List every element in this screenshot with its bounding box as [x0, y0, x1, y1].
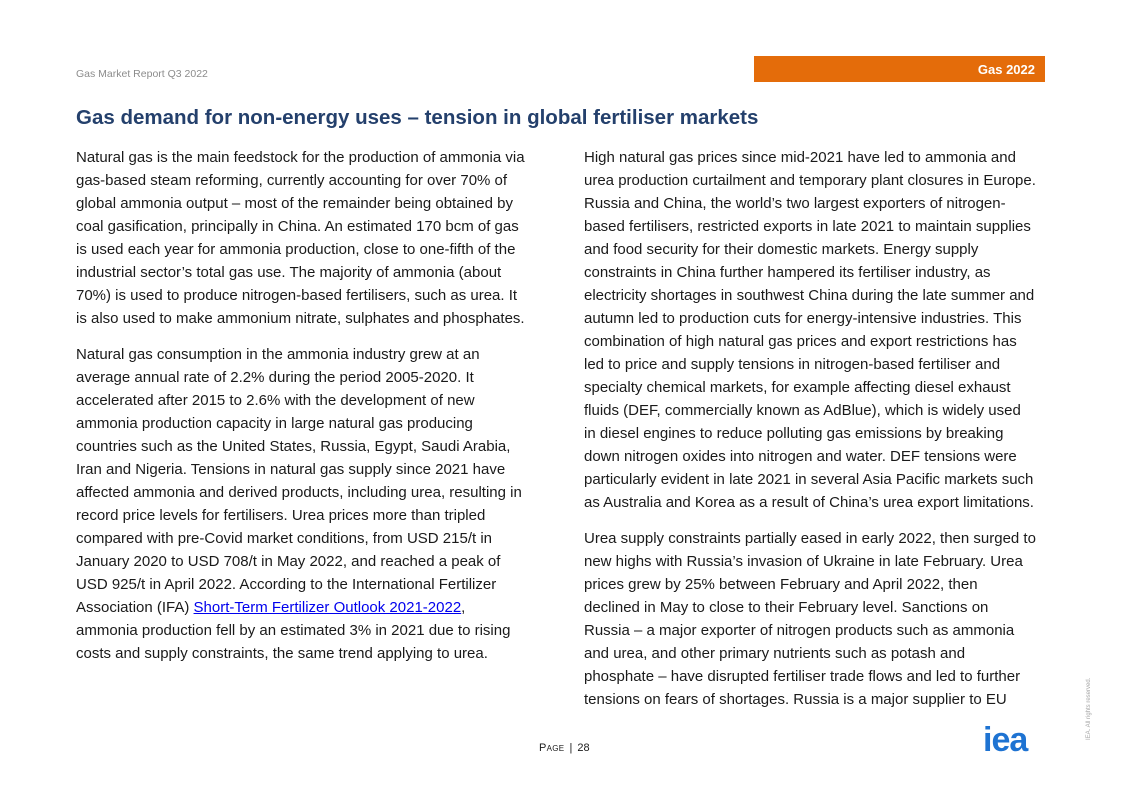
left-paragraph-1-line: Natural gas is the main feedstock for the production of ammonia via: [76, 149, 525, 166]
left-paragraph-1-line: is used each year for ammonia production, close to one-fifth of the: [76, 241, 516, 258]
left-paragraph-2-line: affected ammonia and derived products, including urea, resulting in: [76, 484, 522, 501]
left-paragraph-1: [76, 146, 546, 330]
left-paragraph-2-line: countries such as the United States, Russia, Egypt, Saudi Arabia,: [76, 438, 511, 455]
right-paragraph-1-line: High natural gas prices since mid-2021 have led to ammonia and: [584, 149, 1016, 166]
right-paragraph-2-line: prices grew by 25% between February and April 2022, then: [584, 576, 978, 593]
page-number: [539, 742, 590, 754]
section-tab: [754, 56, 1045, 82]
page-number-value: 28: [577, 742, 590, 754]
right-paragraph-1-line: based fertilisers, restricted exports in late 2021 to maintain supplies: [584, 218, 1031, 235]
right-paragraph-1-line: urea production curtailment and temporary plant closures in Europe.: [584, 172, 1036, 189]
section-tab-label: Gas 2022: [977, 62, 1035, 77]
right-paragraph-1-line: led to price and supply tensions in nitrogen-based fertiliser and: [584, 356, 1001, 373]
left-paragraph-2-line: ammonia production fell by an estimated 3% in 2021 due to rising: [76, 622, 511, 639]
left-paragraph-2-line: ammonia production capacity in large natural gas producing: [76, 415, 473, 432]
right-paragraph-1-line: constraints in China further hampered its fertiliser industry, as: [584, 264, 991, 281]
right-paragraph-1-line: fluids (DEF, commercially known as AdBlue), which is widely used: [584, 402, 1021, 419]
right-paragraph-2-line: new highs with Russia’s invasion of Ukraine in late February. Urea: [584, 553, 1023, 570]
link-line-prefix: Association (IFA): [76, 599, 194, 616]
left-paragraph-1-line: is also used to make ammonium nitrate, sulphates and phosphates.: [76, 310, 525, 327]
right-paragraph-2-line: tensions on fears of shortages. Russia is a major supplier to EU: [584, 691, 1007, 708]
left-paragraph-1-line: global ammonia output – most of the remainder being obtained by: [76, 195, 513, 212]
page-label: Page: [539, 742, 565, 754]
ifa-outlook-link[interactable]: Short-Term Fertilizer Outlook 2021-2022: [193, 599, 462, 616]
page-separator: |: [569, 742, 573, 754]
right-paragraph-1-line: specialty chemical markets, for example affecting diesel exhaust: [584, 379, 1011, 396]
right-paragraph-1-line: in diesel engines to reduce polluting gas emissions by breaking: [584, 425, 1004, 442]
page-title: Gas demand for non-energy uses – tension in global fertiliser markets: [76, 106, 759, 129]
right-paragraph-1-line: down nitrogen oxides into nitrogen and water. DEF tensions were: [584, 448, 1017, 465]
left-column: [76, 146, 546, 678]
iea-logo: [983, 721, 1047, 761]
right-paragraph-2-line: phosphate – have disrupted fertiliser trade flows and led to further: [584, 668, 1021, 685]
left-paragraph-1-line: coal gasification, principally in China. An estimated 170 bcm of gas: [76, 218, 519, 235]
left-paragraph-2-line: costs and supply constraints, the same trend applying to urea.: [76, 645, 488, 662]
right-column: [584, 146, 1054, 724]
right-paragraph-1-line: particularly evident in late 2021 in several Asia Pacific markets such: [584, 471, 1034, 488]
left-paragraph-2-line: accelerated after 2015 to 2.6% with the development of new: [76, 392, 475, 409]
left-paragraph-2-line: Iran and Nigeria. Tensions in natural gas supply since 2021 have: [76, 461, 506, 478]
left-paragraph-2-line: record price levels for fertilisers. Urea prices more than tripled: [76, 507, 486, 524]
right-paragraph-1-line: combination of high natural gas prices and export restrictions has: [584, 333, 1017, 350]
left-paragraph-1-line: industrial sector’s total gas use. The majority of ammonia (about: [76, 264, 502, 281]
right-paragraph-1-line: electricity shortages in southwest China during the late summer and: [584, 287, 1035, 304]
right-paragraph-1: [584, 146, 1054, 514]
right-paragraph-2-line: Russia – a major exporter of nitrogen products such as ammonia: [584, 622, 1015, 639]
right-paragraph-2-line: and urea, and other primary nutrients such as potash and: [584, 645, 966, 662]
right-paragraph-1-line: autumn led to production cuts for energy-intensive industries. This: [584, 310, 1022, 327]
left-paragraph-2-link-line: [76, 596, 546, 619]
link-line-suffix: ,: [461, 599, 466, 616]
rights-notice: IEA. All rights reserved.: [1086, 677, 1092, 740]
left-paragraph-2-line: compared with pre-Covid market conditions, from USD 215/t in: [76, 530, 493, 547]
left-paragraph-2-line: average annual rate of 2.2% during the period 2005-2020. It: [76, 369, 474, 386]
right-paragraph-1-line: and food security for their domestic markets. Energy supply: [584, 241, 979, 258]
left-paragraph-1-line: gas-based steam reforming, currently accounting for over 70% of: [76, 172, 508, 189]
right-paragraph-1-line: as Australia and Korea as a result of China’s urea export limitations.: [584, 494, 1034, 511]
left-paragraph-2-line: Natural gas consumption in the ammonia industry grew at an: [76, 346, 480, 363]
left-paragraph-2-line: January 2020 to USD 708/t in May 2022, and reached a peak of: [76, 553, 501, 570]
right-paragraph-2-line: Urea supply constraints partially eased in early 2022, then surged to: [584, 530, 1036, 547]
left-paragraph-2: [76, 343, 546, 665]
right-paragraph-2-line: declined in May to close to their February level. Sanctions on: [584, 599, 989, 616]
right-paragraph-1-line: Russia and China, the world’s two largest exporters of nitrogen-: [584, 195, 1006, 212]
left-paragraph-2-line: USD 925/t in April 2022. According to the International Fertilizer: [76, 576, 497, 593]
left-paragraph-1-line: 70%) is used to produce nitrogen-based fertilisers, such as urea. It: [76, 287, 518, 304]
right-paragraph-2: [584, 527, 1054, 711]
report-name: Gas Market Report Q3 2022: [76, 68, 208, 80]
iea-logo-text: iea: [983, 721, 1028, 759]
